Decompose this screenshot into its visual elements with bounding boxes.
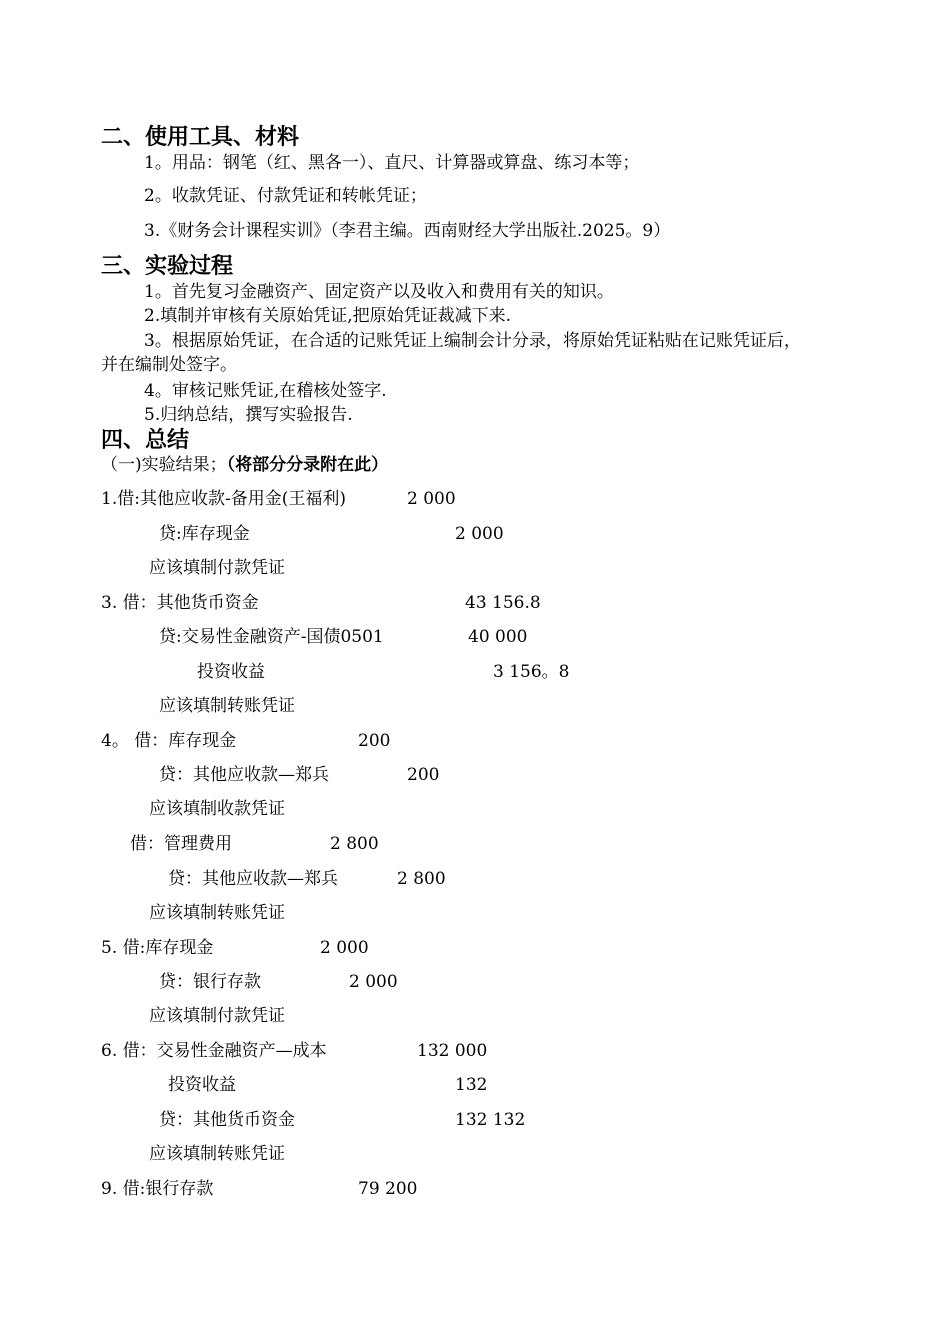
entry-label: 投资收益 bbox=[197, 662, 265, 682]
section-heading-tools: 二、使用工具、材料 bbox=[101, 125, 300, 150]
entry-label: 贷：银行存款 bbox=[159, 972, 261, 992]
entry-amount: 2 000 bbox=[320, 938, 369, 958]
section-heading-process: 三、实验过程 bbox=[101, 254, 234, 279]
entry-label: 4。 借：库存现金 bbox=[101, 731, 237, 751]
entry-voucher-note: 应该填制付款凭证 bbox=[149, 558, 285, 578]
entry-label: 贷：其他应收款—郑兵 bbox=[159, 765, 329, 785]
process-item: 2.填制并审核有关原始凭证,把原始凭证裁减下来. bbox=[144, 306, 512, 326]
entry-amount: 2 000 bbox=[349, 972, 398, 992]
entry-label: 5. 借:库存现金 bbox=[101, 938, 214, 958]
tools-item: 2。收款凭证、付款凭证和转帐凭证； bbox=[144, 186, 427, 206]
entry-amount: 2 800 bbox=[397, 869, 446, 889]
process-item: 3。根据原始凭证，在合适的记账凭证上编制会计分录，将原始凭证粘贴在记账凭证后， bbox=[144, 331, 801, 351]
result-note: （将部分分录附在此） bbox=[226, 455, 389, 475]
entry-amount: 200 bbox=[407, 765, 440, 785]
entry-label: 贷:库存现金 bbox=[159, 524, 250, 544]
process-item-continued: 并在编制处签字。 bbox=[101, 355, 237, 375]
entry-amount: 40 000 bbox=[468, 627, 528, 647]
result-label: （一)实验结果； bbox=[101, 455, 227, 475]
entry-label: 借：管理费用 bbox=[130, 834, 232, 854]
tools-item: 1。用品：钢笔（红、黑各一）、直尺、计算器或算盘、练习本等； bbox=[144, 153, 640, 173]
entry-voucher-note: 应该填制付款凭证 bbox=[149, 1006, 285, 1026]
entry-amount: 79 200 bbox=[358, 1179, 418, 1199]
process-item: 5.归纳总结，撰写实验报告. bbox=[144, 405, 353, 425]
tools-item: 3.《财务会计课程实训》（李君主编。西南财经大学出版社.2025。9） bbox=[144, 221, 671, 241]
entry-label: 6. 借：交易性金融资产—成本 bbox=[101, 1041, 327, 1061]
entry-amount: 200 bbox=[358, 731, 391, 751]
entry-voucher-note: 应该填制转账凭证 bbox=[149, 1144, 285, 1164]
entry-label: 贷:交易性金融资产-国债0501 bbox=[159, 627, 384, 647]
entry-label: 9. 借:银行存款 bbox=[101, 1179, 214, 1199]
entry-amount: 2 000 bbox=[455, 524, 504, 544]
entry-amount: 132 bbox=[455, 1075, 488, 1095]
process-item: 1。首先复习金融资产、固定资产以及收入和费用有关的知识。 bbox=[144, 282, 614, 302]
entry-voucher-note: 应该填制转账凭证 bbox=[159, 696, 295, 716]
entry-amount: 3 156。8 bbox=[493, 662, 570, 682]
entry-amount: 2 000 bbox=[407, 489, 456, 509]
entry-voucher-note: 应该填制转账凭证 bbox=[149, 903, 285, 923]
entry-label: 3. 借：其他货币资金 bbox=[101, 593, 259, 613]
entry-amount: 132 132 bbox=[455, 1110, 526, 1130]
result-line bbox=[101, 454, 388, 476]
entry-voucher-note: 应该填制收款凭证 bbox=[149, 799, 285, 819]
entry-amount: 2 800 bbox=[330, 834, 379, 854]
entry-label: 1.借:其他应收款-备用金(王福利) bbox=[101, 489, 346, 509]
entry-amount: 132 000 bbox=[417, 1041, 488, 1061]
process-item: 4。审核记账凭证,在稽核处签字. bbox=[144, 381, 387, 401]
entry-amount: 43 156.8 bbox=[465, 593, 541, 613]
entry-label: 贷：其他货币资金 bbox=[159, 1110, 295, 1130]
section-heading-summary: 四、总结 bbox=[101, 428, 190, 453]
entry-label: 投资收益 bbox=[168, 1075, 236, 1095]
entry-label: 贷：其他应收款—郑兵 bbox=[168, 869, 338, 889]
